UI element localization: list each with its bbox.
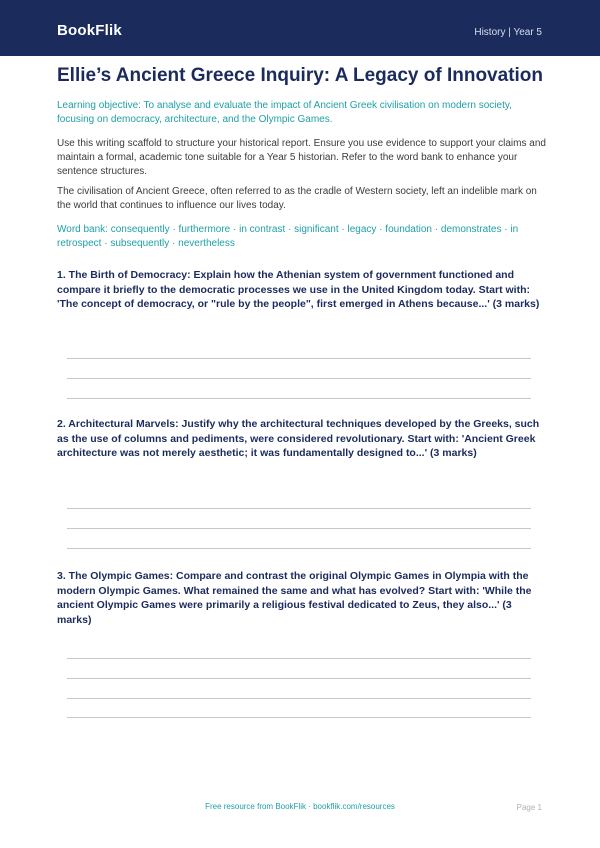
header-bar <box>0 0 600 56</box>
answer-line[interactable] <box>67 678 531 679</box>
page-number: Page 1 <box>516 803 542 812</box>
answer-line[interactable] <box>67 698 531 699</box>
intro-paragraph: The civilisation of Ancient Greece, often referred to as the cradle of Western society, left an indelible mark on the world that continues to influence our lives today. <box>57 186 537 211</box>
answer-line[interactable] <box>67 658 531 659</box>
word-bank: Word bank: consequently · furthermore · in contrast · significant · legacy · foundation · demonstrates · in retrospect · subsequently · nevertheless <box>57 224 519 249</box>
answer-line[interactable] <box>67 717 531 718</box>
question-1: 1. The Birth of Democracy: Explain how the Athenian system of government functioned and compare it briefly to the democratic processes we use in the United Kingdom today. Start with: 'The concept of democracy, or "rule by the people", first emerged in Athens because...' (3 marks) <box>57 269 540 310</box>
instructions-text: Use this writing scaffold to structure your historical report. Ensure you use evidence to support your claims and maintain a formal, academic tone suitable for a Year 5 historian. Refer to the word bank to enhance your sentence structures. <box>57 138 546 177</box>
answer-line[interactable] <box>67 378 531 379</box>
footer-resource-link[interactable]: Free resource from BookFlik · bookflik.com/resources <box>205 802 395 811</box>
subject-year-label: History | Year 5 <box>474 27 542 38</box>
page-title: Ellie’s Ancient Greece Inquiry: A Legacy of Innovation <box>57 65 544 86</box>
answer-line[interactable] <box>67 548 531 549</box>
answer-line[interactable] <box>67 508 531 509</box>
question-2: 2. Architectural Marvels: Justify why the architectural techniques developed by the Greeks, such as the use of columns and pediments, were considered revolutionary. Start with: 'Ancient Greek architecture was not merely aesthetic; it was fundamentally designed to...' (3 marks) <box>57 418 540 459</box>
answer-line[interactable] <box>67 358 531 359</box>
learning-objective: Learning objective: To analyse and evaluate the impact of Ancient Greek civilisation on modern society, focusing on democracy, architecture, and the Olympic Games. <box>57 100 512 125</box>
brand-logo[interactable]: BookFlik <box>57 22 122 39</box>
answer-line[interactable] <box>67 398 531 399</box>
answer-line[interactable] <box>67 528 531 529</box>
question-3: 3. The Olympic Games: Compare and contrast the original Olympic Games in Olympia with the modern Olympic Games. What remained the same and what has evolved? Start with: 'While the ancient Olympic Games were primarily a religious festival dedicated to Zeus, they also...' (3 marks) <box>57 570 532 626</box>
